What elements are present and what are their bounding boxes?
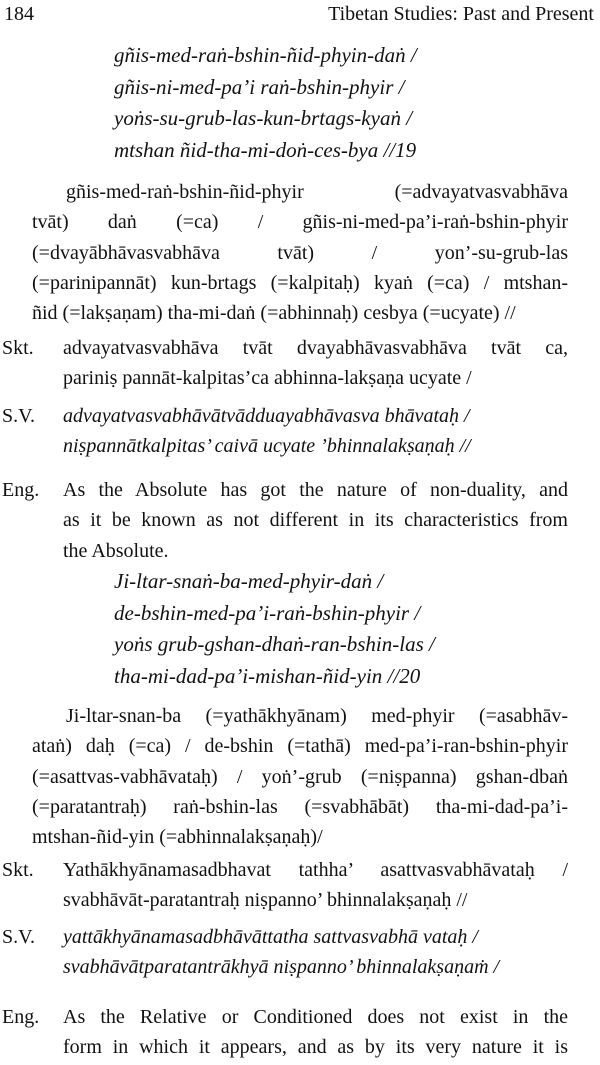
gloss-line: Ji-ltar-snan-ba (=yathākhyānam) med-phyir (=asabhāv-: [66, 705, 568, 727]
verse-line: gñis-ni-med-pa’i raṅ-bshin-phyir /: [114, 74, 405, 99]
entry-line: As the Absolute has got the nature of non-duality, and: [63, 479, 568, 501]
page-number: 184: [4, 3, 34, 25]
entry-label: S.V.: [2, 926, 35, 948]
entry-line: Yathākhyānamasadbhavat tathha’ asattvasvabhāvataḥ /: [63, 859, 568, 881]
sv-entry-19: [2, 401, 568, 462]
verse-line: mtshan ñid-tha-mi-doṅ-ces-bya //19: [114, 137, 417, 162]
gloss-line: tvāt) daṅ (=ca) / gñis-ni-med-pa’i-raṅ-bshin-phyir: [32, 211, 568, 234]
verse-line: yoṅs grub-gshan-dhaṅ-ran-bshin-las /: [114, 632, 435, 656]
sv-entry-20: [2, 922, 568, 983]
entry-line: the Absolute.: [63, 539, 169, 562]
entry-line: as it be known as not different in its characteristics from: [63, 509, 568, 532]
verse-line: tha-mi-dad-pa’i-mishan-ñid-yin //20: [114, 663, 421, 688]
english-entry-20: [2, 1002, 568, 1063]
entry-line: As the Relative or Conditioned does not exist in the: [63, 1006, 568, 1028]
book-title: Tibetan Studies: Past and Present: [328, 3, 594, 25]
entry-line: pariniṣ pannāt-kalpitas’ca abhinna-lakṣaṇa ucyate /: [63, 367, 472, 390]
gloss-paragraph-20: [32, 701, 568, 852]
running-head: [2, 0, 594, 30]
gloss-line: (=asattvas-vabhāvataḥ) / yoṅ’-grub (=niṣpanna) gshan-dbaṅ: [32, 765, 568, 788]
entry-label: Eng.: [2, 1006, 40, 1028]
gloss-line: (=paratantraḥ) raṅ-bshin-las (=svabhābāt) tha-mi-dad-pa’i-: [32, 795, 568, 818]
gloss-line: ataṅ) daḥ (=ca) / de-bshin (=tathā) med-pa’i-ran-bshin-phyir: [32, 735, 568, 758]
entry-label: Skt.: [2, 859, 34, 881]
gloss-line: (=dvayābhāvasvabhāva tvāt) / yon’-su-grub-las: [32, 241, 568, 264]
entry-label: Skt.: [2, 337, 34, 359]
english-entry-19: [2, 475, 568, 566]
entry-label: Eng.: [2, 479, 40, 501]
entry-line: advayatvasvabhāvātvādduayabhāvasva bhāvataḥ /: [63, 405, 470, 427]
entry-label: S.V.: [2, 405, 35, 427]
sanskrit-entry-20: [2, 855, 568, 916]
verse-line: de-bshin-med-pa’i-raṅ-bshin-phyir /: [114, 600, 421, 625]
entry-line: advayatvasvabhāva tvāt dvayabhāvasvabhāva tvāt ca,: [63, 337, 568, 359]
sanskrit-entry-19: [2, 333, 568, 394]
tibetan-verse-19: [114, 40, 417, 166]
entry-line: yattākhyānamasadbhāvāttatha sattvasvabhā vataḥ /: [63, 926, 478, 948]
tibetan-verse-20: [114, 566, 435, 692]
verse-line: yoṅs-su-grub-las-kun-brtags-kyaṅ /: [114, 106, 413, 130]
verse-line: Ji-ltar-snaṅ-ba-med-phyir-daṅ /: [114, 569, 384, 593]
gloss-paragraph-19: [32, 177, 568, 328]
entry-line: niṣpannātkalpitas’ caivā ucyate ’bhinnalakṣaṇaḥ //: [63, 435, 471, 458]
gloss-line: gñis-med-raṅ-bshin-ñid-phyir (=advayatvasvabhāva: [66, 181, 568, 203]
gloss-line: (=parinipannāt) kun-brtags (=kalpitaḥ) kyaṅ (=ca) / mtshan-: [32, 271, 568, 294]
gloss-line: ñid (=lakṣaṇam) tha-mi-daṅ (=abhinnaḥ) cesbya (=ucyate) //: [32, 302, 516, 325]
entry-line: form in which it appears, and as by its very nature it is: [63, 1036, 568, 1059]
entry-line: svabhāvātparatantrākhyā niṣpanno’ bhinnalakṣaṇaṁ /: [63, 956, 500, 979]
entry-line: svabhāvāt-paratantraḥ niṣpanno’ bhinnalakṣaṇaḥ //: [63, 889, 468, 912]
gloss-line: mtshan-ñid-yin (=abhinnalakṣaṇaḥ)/: [32, 826, 323, 849]
verse-line: gñis-med-raṅ-bshin-ñid-phyin-daṅ /: [114, 43, 417, 67]
